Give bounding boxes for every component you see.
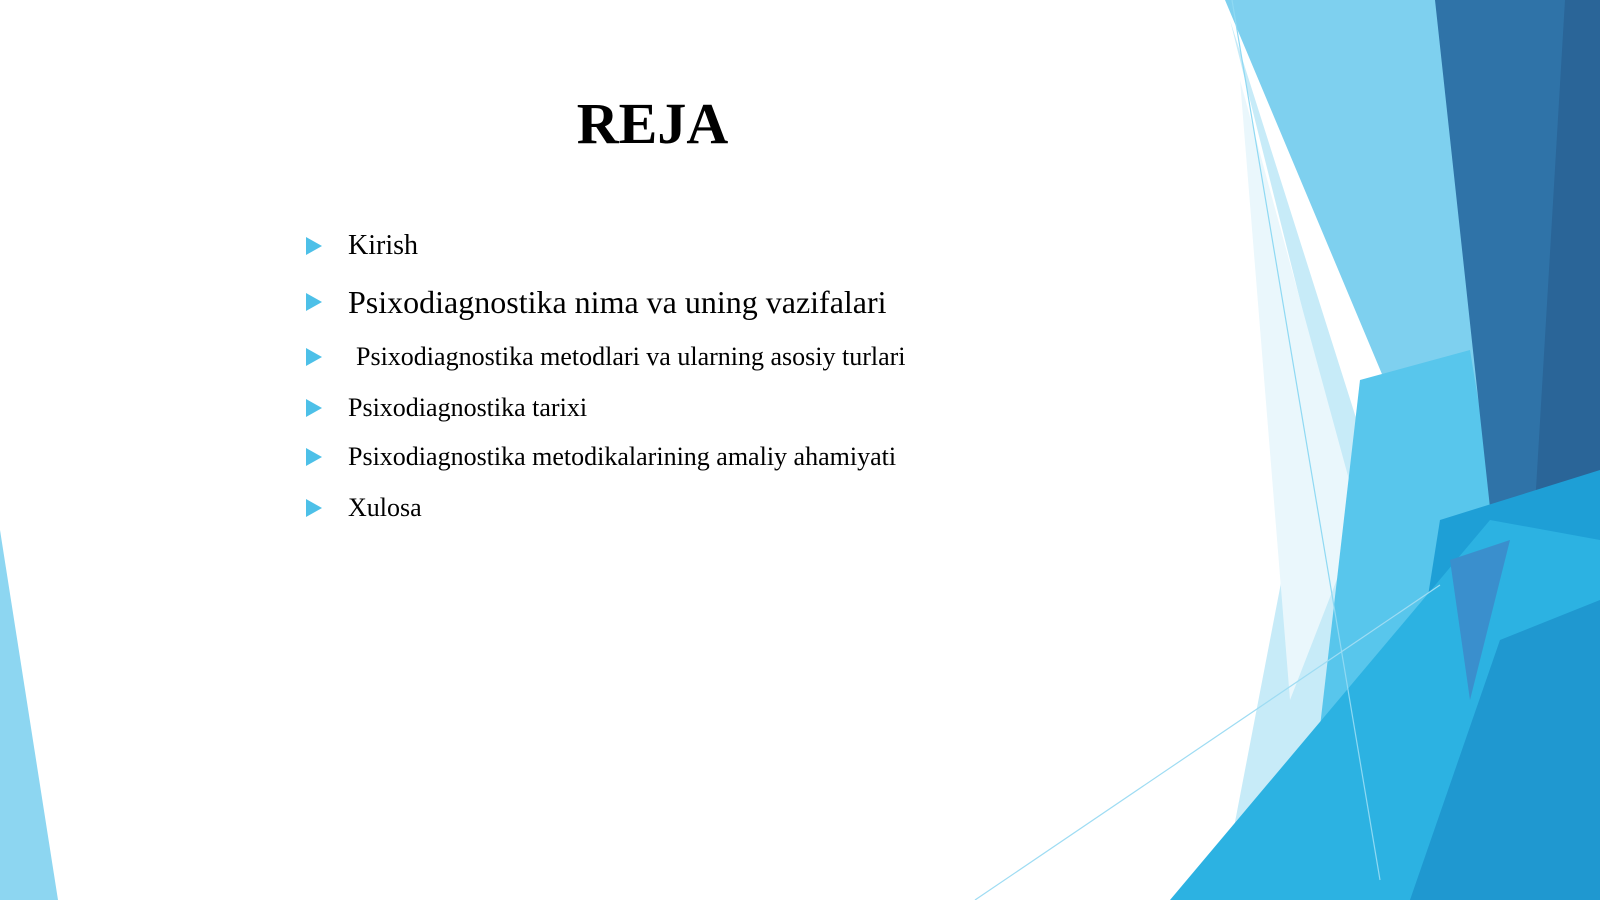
list-item-label: Psixodiagnostika tarixi — [348, 393, 588, 422]
list-item — [306, 226, 418, 266]
list-item-label: Psixodiagnostika nima va uning vazifalari — [348, 284, 887, 320]
list-item — [306, 489, 422, 527]
triangle-bullet-icon — [306, 399, 322, 417]
triangle-bullet-icon — [306, 448, 322, 466]
list-item-label: Psixodiagnostika metodikalarining amaliy ahamiyati — [348, 442, 897, 471]
list-item — [306, 389, 587, 427]
triangle-bullet-icon — [306, 237, 322, 255]
list-item-label: Kirish — [348, 230, 418, 261]
triangle-bullet-icon — [306, 348, 322, 366]
left-accent-shape — [0, 530, 58, 900]
list-item — [306, 280, 887, 324]
list-item — [306, 438, 896, 476]
slide-title: REJA — [576, 91, 729, 156]
triangle-bullet-icon — [306, 293, 322, 311]
list-item-label: Xulosa — [348, 493, 422, 522]
list-item-label: Psixodiagnostika metodlari va ularning asosiy turlari — [356, 342, 906, 371]
triangle-bullet-icon — [306, 499, 322, 517]
list-item — [306, 338, 906, 376]
